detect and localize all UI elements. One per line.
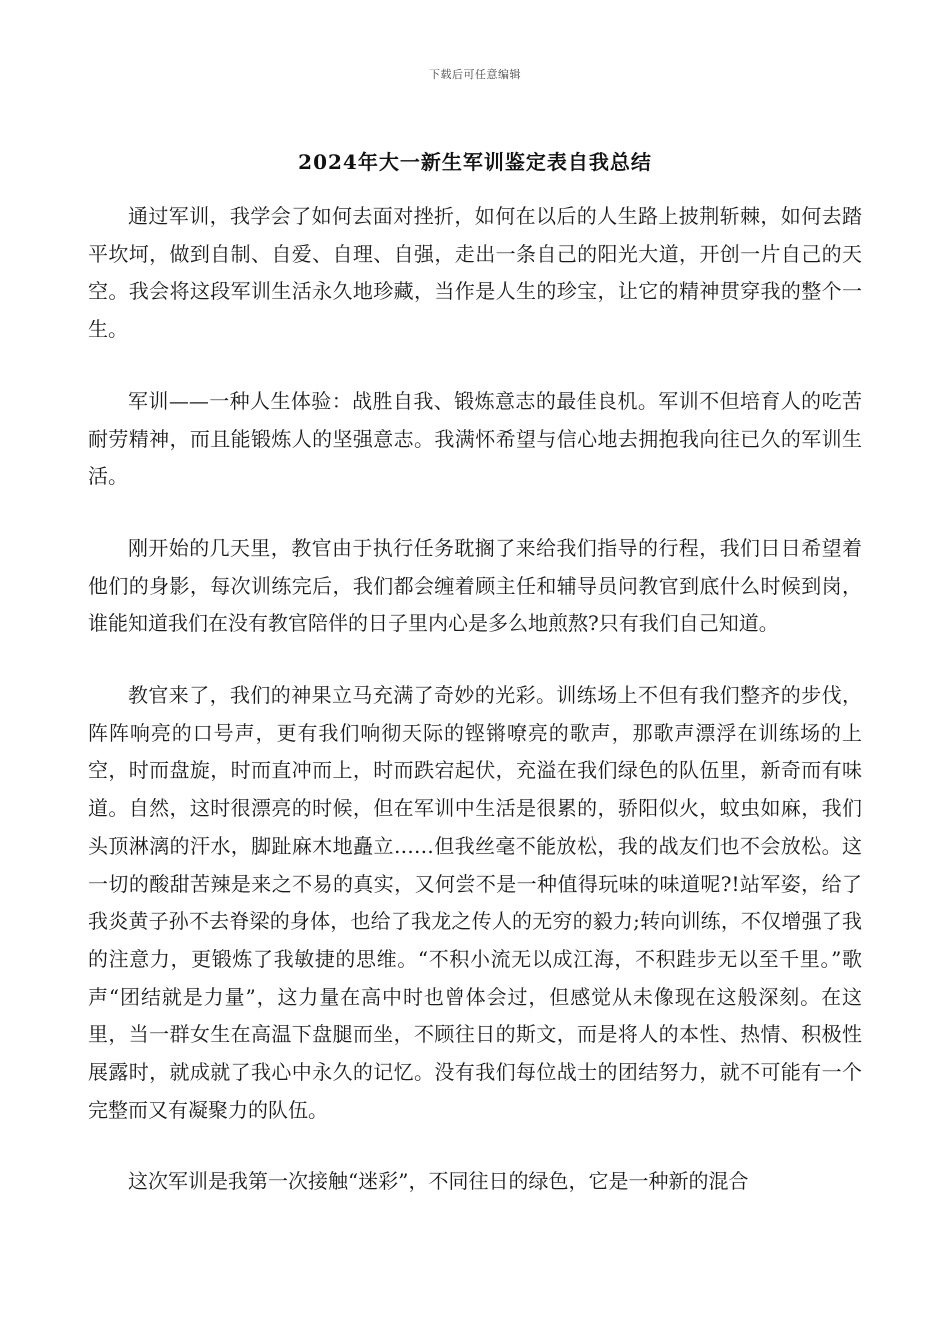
document-title: 2024年大一新生军训鉴定表自我总结 — [298, 150, 652, 174]
header-note: 下载后可任意编辑 — [429, 68, 521, 81]
paragraph: 通过军训，我学会了如何去面对挫折，如何在以后的人生路上披荆斩棘，如何去踏平坎坷，做到自制、自爱、自理、自强，走出一条自己的阳光大道，开创一片自己的天空。我会将这段军训生活永久地珍藏，当作是人生的珍宝，让它的精神贯穿我的整个一生。 — [88, 204, 862, 342]
paragraph: 刚开始的几天里，教官由于执行任务耽搁了来给我们指导的行程，我们日日希望着他们的身影，每次训练完后，我们都会缠着顾主任和辅导员问教官到底什么时候到岗，谁能知道我们在没有教官陪伴的日子里内心是多么地煎熬?只有我们自己知道。 — [88, 535, 862, 636]
document-body — [88, 198, 862, 1235]
paragraph: 这次军训是我第一次接触“迷彩”，不同往日的绿色，它是一种新的混合 — [128, 1169, 749, 1194]
paragraph: 军训——一种人生体验：战胜自我、锻炼意志的最佳良机。军训不但培育人的吃苦耐劳精神，而且能锻炼人的坚强意志。我满怀希望与信心地去拥抱我向往已久的军训生活。 — [88, 388, 862, 489]
paragraph: 教官来了，我们的神果立马充满了奇妙的光彩。训练场上不但有我们整齐的步伐，阵阵响亮的口号声，更有我们响彻天际的铿锵嘹亮的歌声，那歌声漂浮在训练场的上空，时而盘旋，时而直冲而上，时而跌宕起伏，充溢在我们绿色的队伍里，新奇而有味道。自然，这时很漂亮的时候，但在军训中生活是很累的，骄阳似火，蚊虫如麻，我们头顶淋漓的汗水，脚趾麻木地矗立……但我丝毫不能放松，我的战友们也不会放松。这一切的酸甜苦辣是来之不易的真实，又何尝不是一种值得玩味的味道呢?!站军姿，给了我炎黄子孙不去脊梁的身体，也给了我龙之传人的无穷的毅力;转向训练，不仅增强了我的注意力，更锻炼了我敏捷的思维。“不积小流无以成江海，不积跬步无以至千里。”歌声“团结就是力量”，这力量在高中时也曾体会过，但感觉从未像现在这般深刻。在这里，当一群女生在高温下盘腿而坐，不顾往日的斯文，而是将人的本性、热情、积极性展露时，就成就了我心中永久的记忆。没有我们每位战士的团结努力，就不可能有一个完整而又有凝聚力的队伍。 — [88, 683, 862, 1122]
